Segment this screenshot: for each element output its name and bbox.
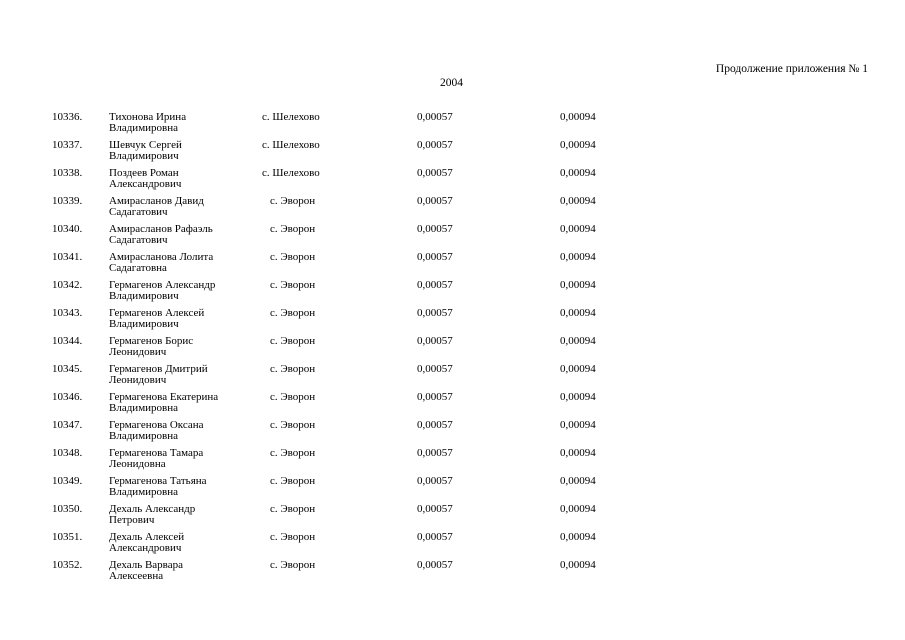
value-2: 0,00094 bbox=[560, 447, 596, 459]
year-header: 2004 bbox=[440, 77, 463, 89]
table-row bbox=[0, 504, 905, 532]
row-number: 10345. bbox=[52, 363, 83, 375]
value-1: 0,00057 bbox=[417, 307, 453, 319]
person-name-line1: Гермагенов Александр bbox=[109, 279, 216, 291]
value-1: 0,00057 bbox=[417, 335, 453, 347]
place: с. Эворон bbox=[270, 307, 316, 319]
place: с. Эворон bbox=[270, 335, 316, 347]
place: с. Эворон bbox=[270, 447, 316, 459]
table-row bbox=[0, 196, 905, 224]
row-number: 10344. bbox=[52, 335, 83, 347]
value-2: 0,00094 bbox=[560, 335, 596, 347]
person-name-line1: Амирасланова Лолита bbox=[109, 251, 214, 263]
table-row bbox=[0, 448, 905, 476]
person-name-line1: Гермагенова Оксана bbox=[109, 419, 204, 431]
person-name bbox=[109, 280, 215, 302]
value-2: 0,00094 bbox=[560, 195, 596, 207]
person-name bbox=[109, 252, 213, 274]
person-name-line2: Леонидовна bbox=[109, 458, 166, 470]
row-number: 10347. bbox=[52, 419, 83, 431]
person-name-line2: Владимировна bbox=[109, 122, 179, 134]
person-name bbox=[109, 224, 213, 246]
value-1: 0,00057 bbox=[417, 223, 453, 235]
place: с. Шелехово bbox=[262, 111, 320, 123]
person-name-line2: Петрович bbox=[109, 514, 155, 526]
row-number: 10349. bbox=[52, 475, 83, 487]
table-row bbox=[0, 224, 905, 252]
table-row bbox=[0, 308, 905, 336]
row-number: 10348. bbox=[52, 447, 83, 459]
person-name-line2: Садагатович bbox=[109, 206, 168, 218]
value-1: 0,00057 bbox=[417, 167, 453, 179]
person-name-line1: Дехаль Александр bbox=[109, 503, 196, 515]
row-number: 10350. bbox=[52, 503, 83, 515]
person-name bbox=[109, 448, 203, 470]
person-name-line1: Амирасланов Давид bbox=[109, 195, 204, 207]
person-name-line1: Дехаль Варвара bbox=[109, 559, 183, 571]
place: с. Эворон bbox=[270, 559, 316, 571]
place: с. Эворон bbox=[270, 279, 316, 291]
person-name bbox=[109, 560, 183, 582]
person-name-line1: Гермагенов Борис bbox=[109, 335, 194, 347]
person-name-line2: Александрович bbox=[109, 542, 182, 554]
person-name-line1: Гермагенова Тамара bbox=[109, 447, 204, 459]
person-name-line1: Поздеев Роман bbox=[109, 167, 179, 179]
place: с. Шелехово bbox=[262, 139, 320, 151]
table-row bbox=[0, 476, 905, 504]
person-name-line2: Леонидович bbox=[109, 374, 167, 386]
value-2: 0,00094 bbox=[560, 251, 596, 263]
table-row bbox=[0, 420, 905, 448]
person-name-line1: Гермагенов Алексей bbox=[109, 307, 205, 319]
row-number: 10343. bbox=[52, 307, 83, 319]
value-1: 0,00057 bbox=[417, 279, 453, 291]
place: с. Эворон bbox=[270, 503, 316, 515]
value-1: 0,00057 bbox=[417, 475, 453, 487]
row-number: 10352. bbox=[52, 559, 83, 571]
table-row bbox=[0, 532, 905, 560]
value-1: 0,00057 bbox=[417, 503, 453, 515]
value-2: 0,00094 bbox=[560, 139, 596, 151]
person-name-line1: Гермагенова Екатерина bbox=[109, 391, 219, 403]
person-name bbox=[109, 168, 181, 190]
person-name-line2: Леонидович bbox=[109, 346, 167, 358]
value-1: 0,00057 bbox=[417, 195, 453, 207]
person-name bbox=[109, 140, 182, 162]
value-1: 0,00057 bbox=[417, 419, 453, 431]
row-number: 10339. bbox=[52, 195, 83, 207]
row-number: 10346. bbox=[52, 391, 83, 403]
person-name-line2: Александрович bbox=[109, 178, 182, 190]
table-row bbox=[0, 364, 905, 392]
person-name-line2: Владимирович bbox=[109, 290, 179, 302]
value-1: 0,00057 bbox=[417, 111, 453, 123]
row-number: 10337. bbox=[52, 139, 83, 151]
person-name-line2: Алексеевна bbox=[109, 570, 164, 582]
records-table bbox=[0, 112, 905, 588]
person-name-line2: Владимирович bbox=[109, 318, 179, 330]
person-name bbox=[109, 196, 204, 218]
place: с. Эворон bbox=[270, 475, 316, 487]
person-name-line1: Амирасланов Рафаэль bbox=[109, 223, 213, 235]
row-number: 10340. bbox=[52, 223, 83, 235]
table-row bbox=[0, 336, 905, 364]
person-name bbox=[109, 532, 184, 554]
person-name-line2: Владимировна bbox=[109, 486, 179, 498]
value-1: 0,00057 bbox=[417, 139, 453, 151]
value-2: 0,00094 bbox=[560, 363, 596, 375]
person-name bbox=[109, 420, 204, 442]
table-row bbox=[0, 392, 905, 420]
value-1: 0,00057 bbox=[417, 559, 453, 571]
continuation-header: Продолжение приложения № 1 bbox=[715, 63, 868, 75]
value-2: 0,00094 bbox=[560, 559, 596, 571]
person-name bbox=[109, 308, 204, 330]
value-1: 0,00057 bbox=[417, 531, 453, 543]
place: с. Эворон bbox=[270, 195, 316, 207]
value-2: 0,00094 bbox=[560, 475, 596, 487]
person-name-line2: Садагатовна bbox=[109, 262, 167, 274]
place: с. Эворон bbox=[270, 531, 316, 543]
row-number: 10351. bbox=[52, 531, 83, 543]
person-name-line1: Гермагенова Татьяна bbox=[109, 475, 207, 487]
value-1: 0,00057 bbox=[417, 363, 453, 375]
value-2: 0,00094 bbox=[560, 223, 596, 235]
table-row bbox=[0, 252, 905, 280]
table-row bbox=[0, 280, 905, 308]
value-2: 0,00094 bbox=[560, 419, 596, 431]
row-number: 10342. bbox=[52, 279, 83, 291]
person-name bbox=[109, 392, 218, 414]
value-2: 0,00094 bbox=[560, 391, 596, 403]
table-row bbox=[0, 560, 905, 588]
person-name-line2: Владимировна bbox=[109, 402, 179, 414]
person-name bbox=[109, 336, 193, 358]
table-row bbox=[0, 140, 905, 168]
person-name-line2: Владимировна bbox=[109, 430, 179, 442]
row-number: 10338. bbox=[52, 167, 83, 179]
value-1: 0,00057 bbox=[417, 447, 453, 459]
value-2: 0,00094 bbox=[560, 167, 596, 179]
place: с. Эворон bbox=[270, 363, 316, 375]
value-2: 0,00094 bbox=[560, 531, 596, 543]
person-name bbox=[109, 504, 195, 526]
person-name-line1: Шевчук Сергей bbox=[109, 139, 182, 151]
person-name-line2: Владимирович bbox=[109, 150, 179, 162]
value-1: 0,00057 bbox=[417, 251, 453, 263]
person-name bbox=[109, 112, 186, 134]
place: с. Эворон bbox=[270, 419, 316, 431]
person-name bbox=[109, 476, 207, 498]
value-2: 0,00094 bbox=[560, 307, 596, 319]
place: с. Эворон bbox=[270, 391, 316, 403]
place: с. Шелехово bbox=[262, 167, 320, 179]
table-row bbox=[0, 168, 905, 196]
person-name-line1: Дехаль Алексей bbox=[109, 531, 185, 543]
value-1: 0,00057 bbox=[417, 391, 453, 403]
row-number: 10336. bbox=[52, 111, 83, 123]
place: с. Эворон bbox=[270, 223, 316, 235]
person-name-line1: Гермагенов Дмитрий bbox=[109, 363, 208, 375]
place: с. Эворон bbox=[270, 251, 316, 263]
row-number: 10341. bbox=[52, 251, 83, 263]
value-2: 0,00094 bbox=[560, 503, 596, 515]
value-2: 0,00094 bbox=[560, 111, 596, 123]
table-row bbox=[0, 112, 905, 140]
person-name bbox=[109, 364, 208, 386]
value-2: 0,00094 bbox=[560, 279, 596, 291]
person-name-line1: Тихонова Ирина bbox=[109, 111, 187, 123]
person-name-line2: Садагатович bbox=[109, 234, 168, 246]
